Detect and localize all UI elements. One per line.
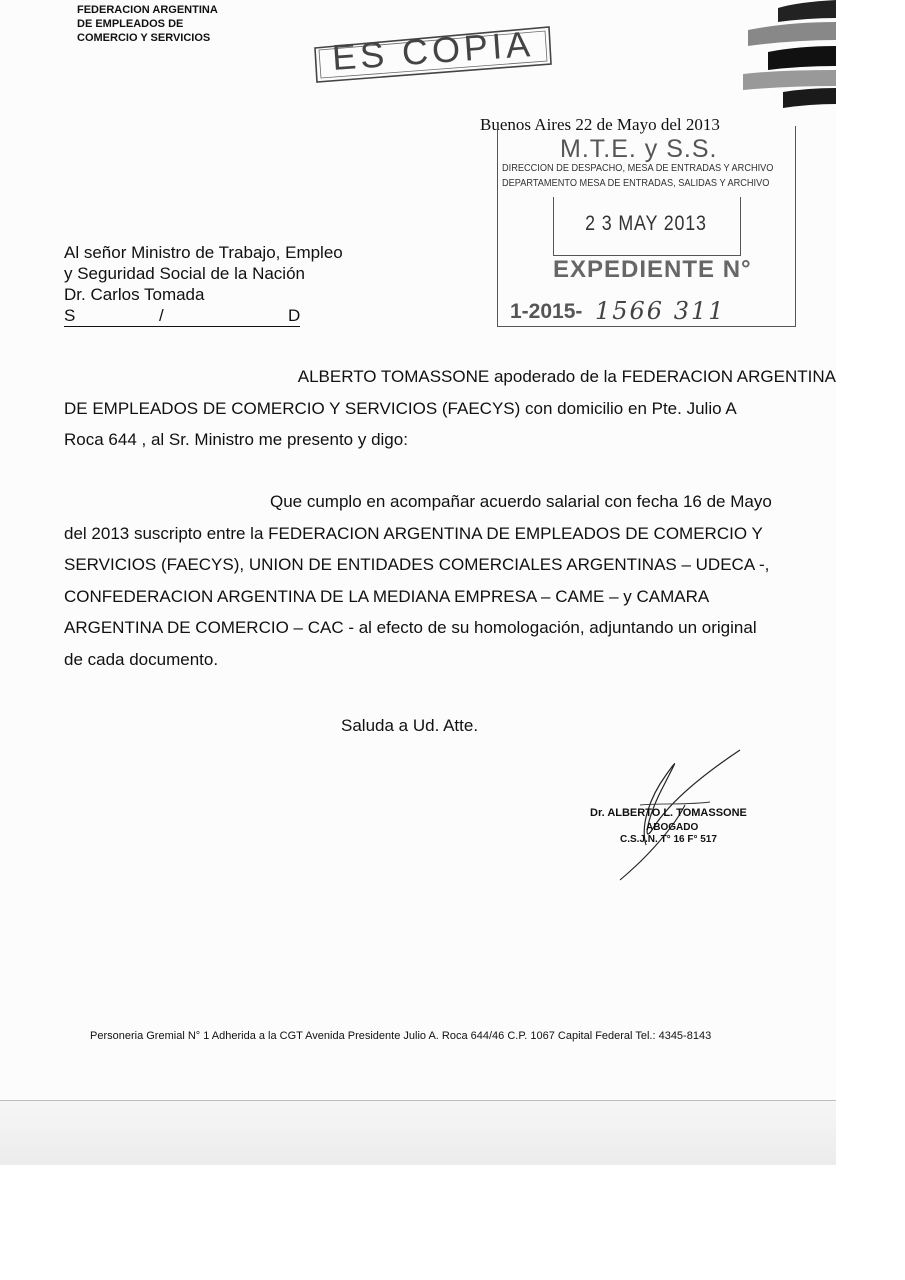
stamp-line-2: DEPARTAMENTO MESA DE ENTRADAS, SALIDAS Y ARCHIVO [502, 178, 770, 189]
signatory-name: Dr. ALBERTO L. TOMASSONE [590, 807, 747, 819]
copy-stamp-text: ES COPIA [330, 23, 536, 78]
org-line-1: FEDERACION ARGENTINA [77, 4, 218, 16]
stamp-date: 2 3 MAY 2013 [585, 212, 707, 235]
sd-slash: / [159, 306, 164, 325]
addressee-line-3: Dr. Carlos Tomada [64, 285, 205, 304]
stamp-expediente-label: EXPEDIENTE N° [553, 256, 752, 283]
addressee-block [64, 242, 343, 332]
stamp-agency: M.T.E. y S.S. [560, 135, 718, 163]
letterhead-org-name [77, 3, 218, 45]
signatory-title: ABOGADO [646, 822, 699, 833]
salutation-sd [64, 305, 300, 327]
addressee-line-1: Al señor Ministro de Trabajo, Empleo [64, 243, 343, 262]
org-line-2: DE EMPLEADOS DE [77, 18, 184, 30]
para2-line-1: Que cumplo en acompañar acuerdo salarial con fecha 16 de Mayo [270, 492, 772, 511]
footer-info: Personeria Gremial N° 1 Adherida a la CGT Avenida Presidente Julio A. Roca 644/46 C.P. 1067 Capital Federal Tel.: 4345-8143 [90, 1030, 712, 1042]
para2-line-6: de cada documento. [64, 649, 219, 669]
para1-line-2: DE EMPLEADOS DE COMERCIO Y SERVICIOS (FAECYS) con domicilio en Pte. Julio A [64, 398, 737, 418]
para2-line-2: del 2013 suscripto entre la FEDERACION ARGENTINA DE EMPLEADOS DE COMERCIO Y [64, 523, 763, 543]
paragraph-1 [64, 361, 836, 456]
para1-line-3: Roca 644 , al Sr. Ministro me presento y digo: [64, 430, 408, 449]
scan-edge-line [0, 1100, 836, 1101]
org-line-3: COMERCIO Y SERVICIOS [77, 32, 211, 44]
paragraph-2 [64, 486, 836, 675]
document-date: Buenos Aires 22 de Mayo del 2013 [480, 115, 720, 134]
para2-line-4: CONFEDERACION ARGENTINA DE LA MEDIANA EMPRESA – CAME – y CAMARA [64, 586, 710, 606]
stamp-line-1: DIRECCION DE DESPACHO, MESA DE ENTRADAS Y ARCHIVO [502, 163, 774, 174]
para2-line-5: ARGENTINA DE COMERCIO – CAC - al efecto de su homologación, adjuntando un original [64, 618, 757, 637]
signatory-registry: C.S.J.N. T° 16 F° 517 [620, 834, 717, 845]
closing: Saluda a Ud. Atte. [341, 716, 479, 735]
addressee-line-2: y Seguridad Social de la Nación [64, 264, 305, 283]
sd-s: S [64, 306, 76, 325]
para1-line-1: ALBERTO TOMASSONE apoderado de la FEDERACION ARGENTINA [297, 367, 836, 386]
federation-logo [738, 0, 836, 108]
stamp-file-number-printed: 1-2015- [510, 300, 583, 323]
stamp-file-number-handwritten: 1566 311 [595, 297, 726, 325]
para2-line-3: SERVICIOS (FAECYS), UNION DE ENTIDADES COMERCIALES ARGENTINAS – UDECA -, [64, 555, 770, 574]
sd-d: D [288, 306, 301, 325]
scan-shadow [0, 1100, 836, 1165]
